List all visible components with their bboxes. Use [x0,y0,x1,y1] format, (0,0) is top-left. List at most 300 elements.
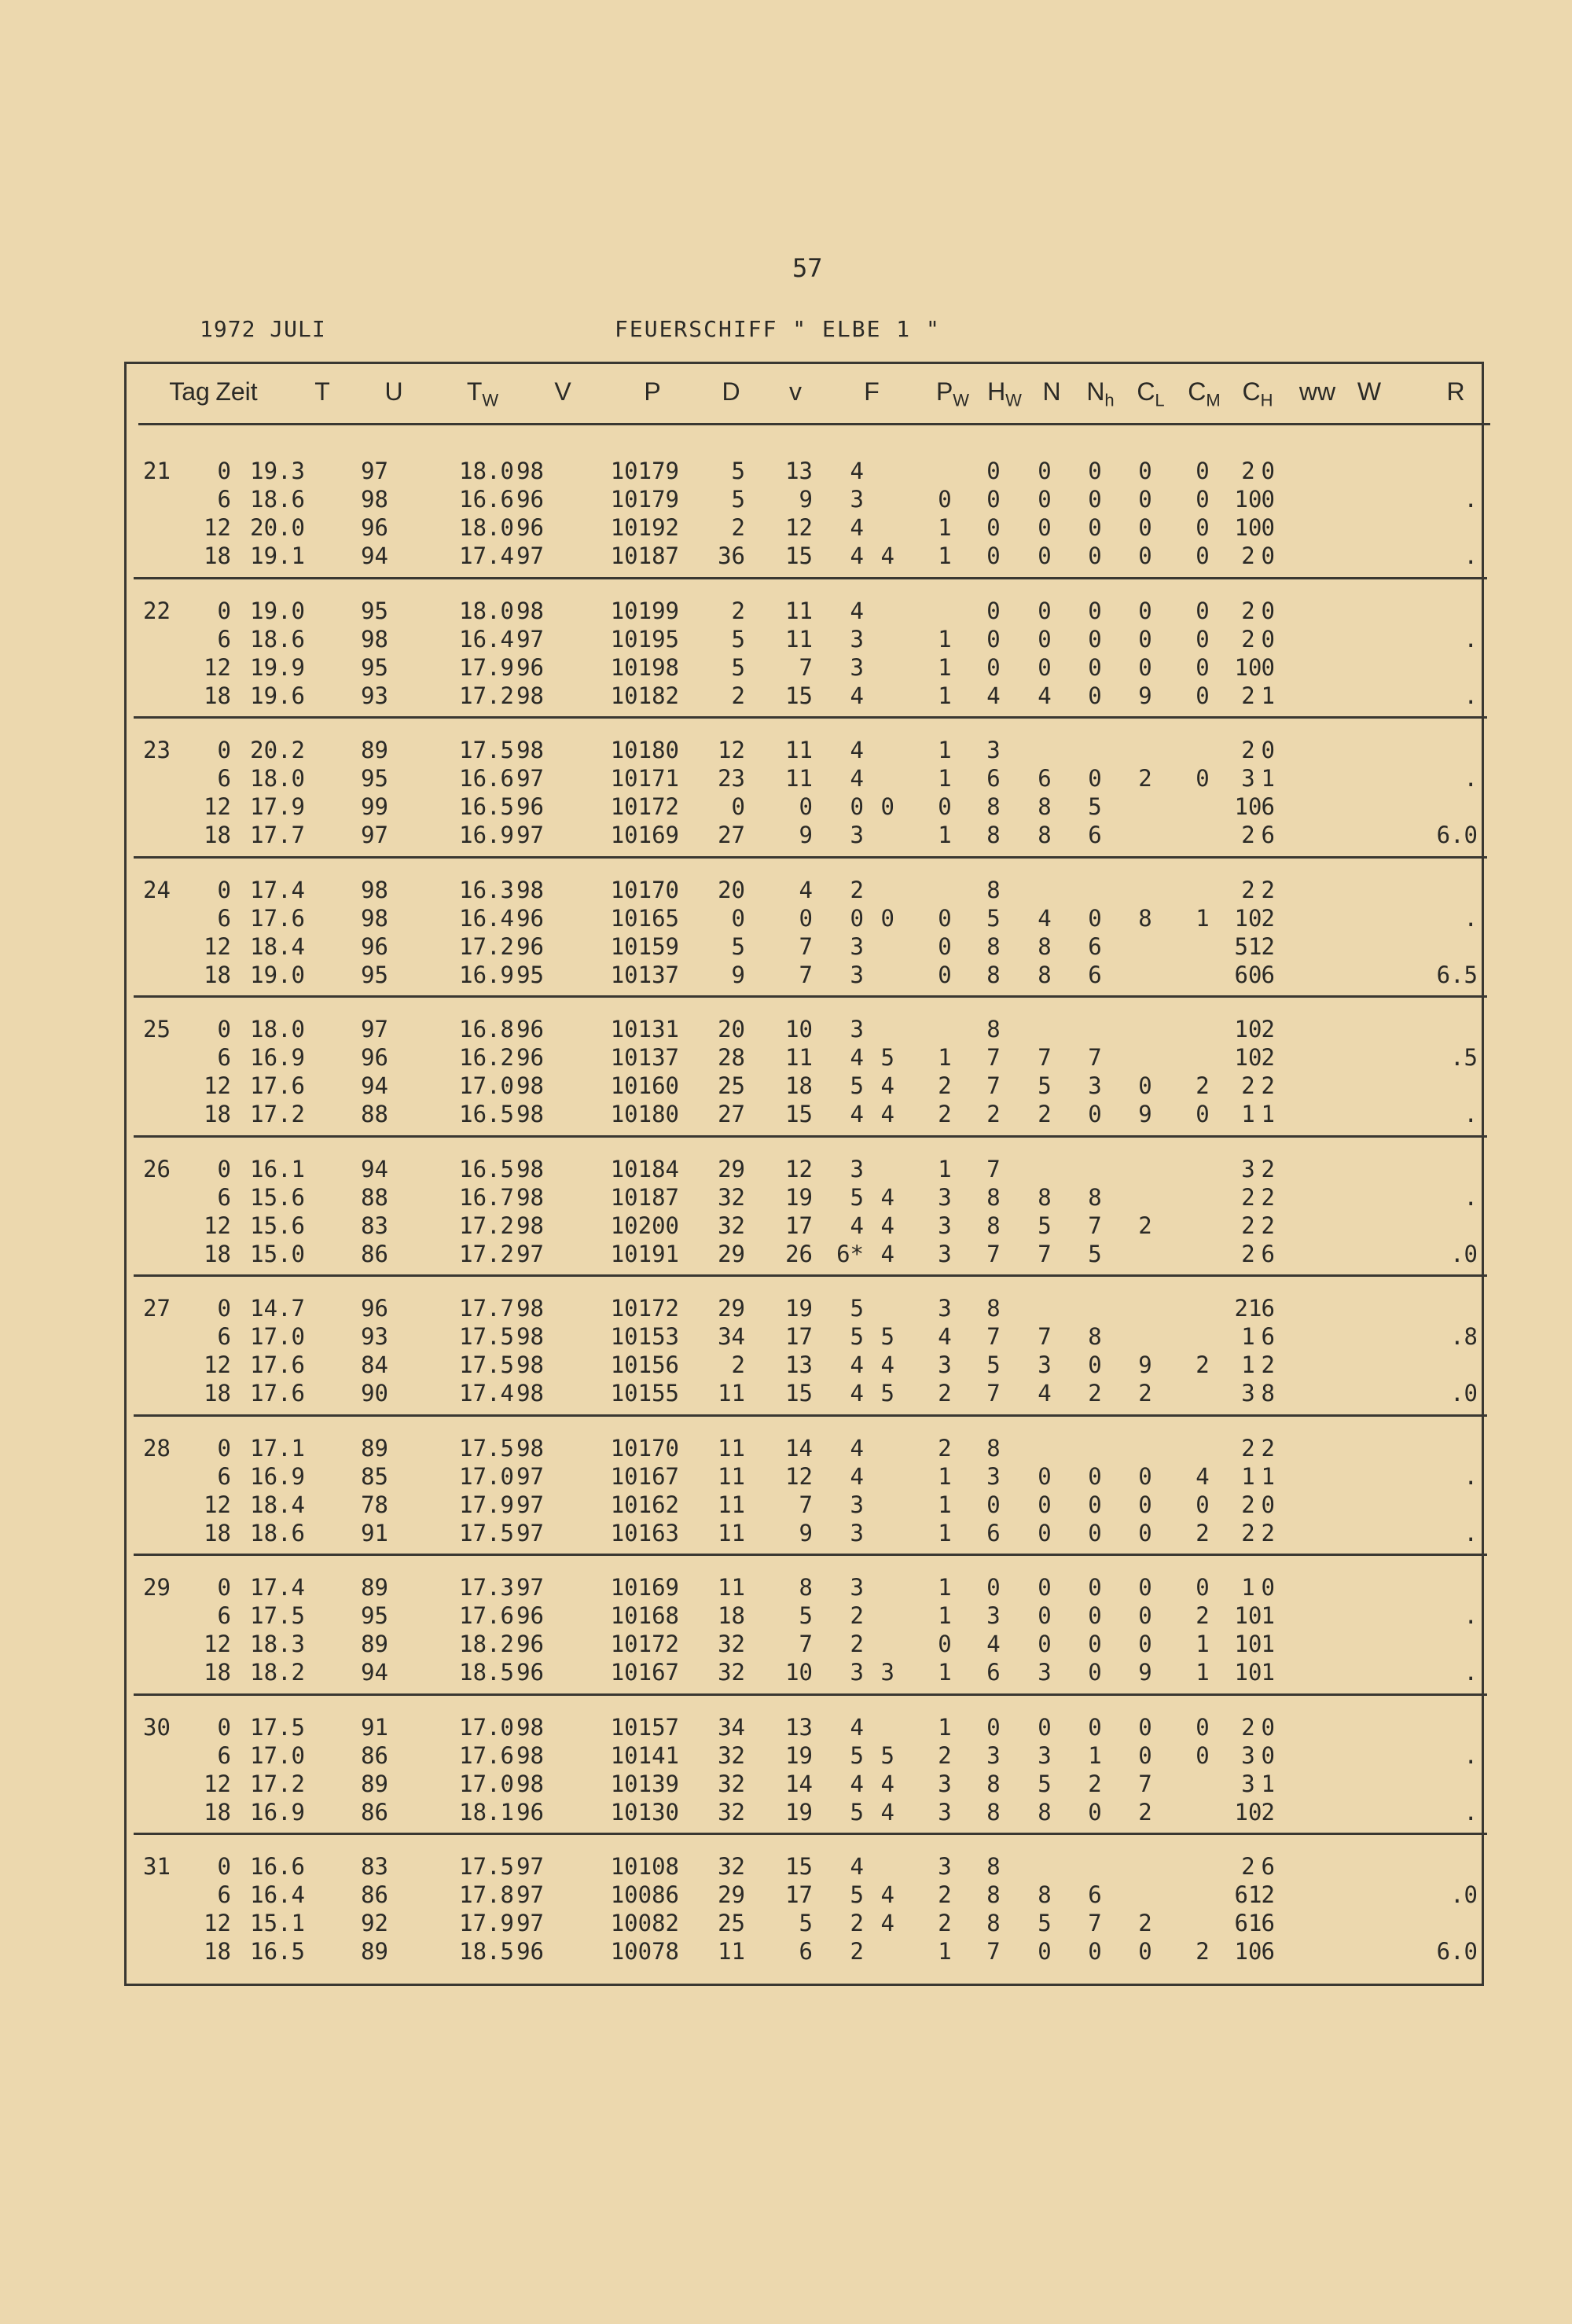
cell-ww: 10 [1234,1798,1262,1826]
cell-cm: 0 [1138,1519,1152,1546]
table-row [0,1016,1572,1042]
cell-p: 10172 [610,793,679,820]
cell-nh: 8 [1038,932,1052,960]
cell-v-upper: 97 [516,1574,544,1601]
cell-d: 12 [718,737,745,763]
cell-d: 28 [718,1044,745,1071]
cell-tw: 17.6 [459,1602,514,1629]
cell-v-lower: 4 [799,876,813,903]
cell-d: 5 [731,932,745,960]
cell-u: 88 [361,1183,388,1211]
table-row [0,1241,1572,1267]
cell-n: 7 [986,1323,1001,1350]
cell-v-upper: 96 [516,1659,544,1686]
cell-tw: 17.9 [459,1491,514,1518]
cell-tw: 16.5 [459,1101,514,1127]
cell-ch: 0 [1196,1491,1210,1518]
cell-d: 32 [718,1183,745,1211]
cell-tw: 17.4 [459,542,514,569]
cell-v-upper: 97 [516,1240,544,1267]
cell-tag: 22 [143,597,171,624]
col-r: R [1446,377,1465,406]
cell-v-lower: 7 [799,1491,813,1518]
cell-nh: 0 [1038,1462,1052,1490]
cell-d: 27 [718,822,745,848]
col-v-lower: v [789,377,802,406]
cell-r: . [1464,1519,1478,1546]
cell-w: 0 [1261,1713,1275,1741]
cell-d: 32 [718,1631,745,1657]
cell-hw: 0 [938,793,952,820]
cell-v-lower: 7 [799,653,813,681]
cell-hw: 3 [938,1212,952,1239]
cell-v-upper: 98 [516,597,544,624]
cell-p: 10167 [610,1462,679,1490]
cell-cm: 0 [1138,1462,1152,1490]
cell-cm: 0 [1138,597,1152,624]
cell-u: 89 [361,1770,388,1797]
cell-n: 7 [986,1072,1001,1099]
cell-v-lower: 15 [785,542,813,569]
cell-cl: 1 [1088,1741,1102,1769]
table-row [0,458,1572,484]
cell-p: 10157 [610,1713,679,1741]
cell-d: 11 [718,1434,745,1462]
cell-u: 89 [361,1631,388,1657]
cell-v-upper: 98 [516,1212,544,1239]
cell-p: 10086 [610,1881,679,1908]
cell-ww: 10 [1234,514,1262,541]
cell-d: 5 [731,486,745,513]
cell-zeit: 18 [204,682,231,709]
cell-w: 2 [1261,1016,1275,1042]
cell-zeit: 0 [217,1295,231,1322]
cell-hw: 1 [938,1713,952,1741]
cell-ww: 1 [1241,1101,1255,1127]
cell-p: 10192 [610,514,679,541]
cell-f: 5 [850,1741,864,1769]
cell-nh: 6 [1038,765,1052,792]
cell-n: 0 [986,1574,1001,1601]
day-separator [134,1833,1487,1835]
cell-hw: 1 [938,1574,952,1601]
cell-u: 95 [361,1602,388,1629]
cell-pw: 5 [880,1323,894,1350]
cell-hw: 1 [938,653,952,681]
cell-v-upper: 98 [516,1295,544,1322]
cell-p: 10169 [610,1574,679,1601]
table-row [0,626,1572,653]
cell-v-lower: 11 [785,765,813,792]
cell-t: 17.0 [250,1741,305,1769]
cell-f: 4 [850,737,864,763]
cell-d: 0 [731,904,745,932]
cell-nh: 0 [1038,486,1052,513]
cell-d: 32 [718,1659,745,1686]
cell-ch: 0 [1196,597,1210,624]
cell-t: 17.6 [250,1072,305,1099]
cell-d: 29 [718,1240,745,1267]
cell-pw: 4 [880,1072,894,1099]
cell-n: 0 [986,514,1001,541]
cell-t: 17.4 [250,1574,305,1601]
cell-p: 10162 [610,1491,679,1518]
cell-t: 19.0 [250,597,305,624]
cell-w: 0 [1261,1741,1275,1769]
cell-ww: 2 [1241,1491,1255,1518]
cell-v-lower: 7 [799,1631,813,1657]
cell-cl: 0 [1088,1491,1102,1518]
cell-f: 5 [850,1295,864,1322]
cell-u: 90 [361,1380,388,1407]
cell-tw: 17.8 [459,1881,514,1908]
column-header-row [138,370,1490,425]
table-row [0,1659,1572,1686]
cell-p: 10078 [610,1938,679,1965]
cell-nh: 8 [1038,1798,1052,1826]
cell-f: 3 [850,1659,864,1686]
cell-tw: 17.5 [459,1434,514,1462]
cell-p: 10187 [610,542,679,569]
cell-t: 17.0 [250,1323,305,1350]
cell-d: 9 [731,961,745,988]
cell-hw: 1 [938,1602,952,1629]
cell-t: 17.2 [250,1101,305,1127]
cell-t: 17.5 [250,1602,305,1629]
cell-u: 93 [361,682,388,709]
cell-cm: 0 [1138,1713,1152,1741]
cell-f: 3 [850,486,864,513]
cell-n: 3 [986,1462,1001,1490]
cell-d: 2 [731,514,745,541]
cell-d: 20 [718,1016,745,1042]
cell-zeit: 6 [217,904,231,932]
cell-v-upper: 98 [516,1380,544,1407]
cell-nh: 0 [1038,1631,1052,1657]
cell-v-upper: 96 [516,1798,544,1826]
cell-d: 11 [718,1462,745,1490]
cell-v-upper: 98 [516,458,544,484]
cell-zeit: 18 [204,1240,231,1267]
cell-pw: 4 [880,1351,894,1378]
table-row [0,905,1572,932]
cell-r: . [1464,1183,1478,1211]
cell-tw: 18.0 [459,514,514,541]
cell-zeit: 0 [217,1155,231,1182]
cell-t: 16.1 [250,1155,305,1182]
header-year-month: 1972 JULI [200,316,326,342]
col-w: W [1357,377,1382,406]
cell-zeit: 12 [204,653,231,681]
cell-d: 32 [718,1798,745,1826]
cell-hw: 1 [938,542,952,569]
cell-u: 95 [361,961,388,988]
cell-tw: 17.0 [459,1072,514,1099]
cell-cm: 0 [1138,1072,1152,1099]
table-row [0,1574,1572,1601]
cell-hw: 1 [938,1044,952,1071]
cell-n: 0 [986,625,1001,653]
cell-hw: 2 [938,1910,952,1936]
cell-nh: 4 [1038,904,1052,932]
cell-u: 88 [361,1101,388,1127]
cell-cl: 0 [1088,904,1102,932]
day-separator [134,1274,1487,1277]
cell-n: 5 [986,904,1001,932]
col-hw: $H_W$ [987,377,1022,410]
cell-nh: 8 [1038,1183,1052,1211]
cell-v-upper: 96 [516,514,544,541]
day-separator [134,577,1487,579]
cell-r: .0 [1450,1240,1478,1267]
cell-tw: 16.6 [459,765,514,792]
cell-v-lower: 5 [799,1910,813,1936]
cell-cl: 0 [1088,514,1102,541]
cell-n: 8 [986,793,1001,820]
cell-p: 10184 [610,1155,679,1182]
cell-pw: 4 [880,1212,894,1239]
cell-p: 10172 [610,1631,679,1657]
cell-v-upper: 98 [516,1072,544,1099]
cell-cl: 8 [1088,1323,1102,1350]
cell-w: 6 [1261,1295,1275,1322]
cell-n: 3 [986,1741,1001,1769]
cell-nh: 0 [1038,458,1052,484]
cell-n: 4 [986,682,1001,709]
cell-cm: 0 [1138,458,1152,484]
cell-f: 4 [850,514,864,541]
table-row [0,1101,1572,1127]
cell-d: 11 [718,1938,745,1965]
cell-nh: 4 [1038,682,1052,709]
cell-cl: 3 [1088,1072,1102,1099]
cell-u: 95 [361,597,388,624]
cell-pw: 5 [880,1380,894,1407]
cell-w: 6 [1261,1240,1275,1267]
cell-f: 0 [850,793,864,820]
cell-v-upper: 98 [516,682,544,709]
cell-pw: 3 [880,1659,894,1686]
cell-w: 2 [1261,1072,1275,1099]
cell-pw: 0 [880,793,894,820]
cell-zeit: 6 [217,1741,231,1769]
cell-u: 94 [361,1659,388,1686]
cell-hw: 1 [938,737,952,763]
table-row [0,1938,1572,1965]
cell-hw: 2 [938,1101,952,1127]
cell-cl: 0 [1088,765,1102,792]
cell-v-upper: 98 [516,1155,544,1182]
table-row [0,1435,1572,1462]
cell-r: . [1464,1602,1478,1629]
cell-p: 10170 [610,1434,679,1462]
day-separator [134,1135,1487,1138]
cell-cl: 0 [1088,597,1102,624]
cell-cm: 2 [1138,765,1152,792]
cell-zeit: 6 [217,1881,231,1908]
cell-hw: 1 [938,1938,952,1965]
cell-nh: 0 [1038,542,1052,569]
cell-f: 5 [850,1183,864,1211]
cell-ww: 2 [1241,1183,1255,1211]
cell-u: 98 [361,904,388,932]
cell-nh: 0 [1038,625,1052,653]
cell-nh: 0 [1038,1519,1052,1546]
cell-nh: 2 [1038,1101,1052,1127]
cell-pw: 4 [880,1183,894,1211]
cell-d: 23 [718,765,745,792]
cell-tw: 17.0 [459,1713,514,1741]
cell-f: 5 [850,1798,864,1826]
day-separator [134,1693,1487,1696]
cell-d: 5 [731,653,745,681]
cell-n: 7 [986,1380,1001,1407]
cell-p: 10155 [610,1380,679,1407]
cell-d: 25 [718,1072,745,1099]
cell-v-lower: 11 [785,597,813,624]
cell-p: 10160 [610,1072,679,1099]
cell-zeit: 18 [204,542,231,569]
cell-v-lower: 18 [785,1072,813,1099]
cell-u: 89 [361,1938,388,1965]
cell-hw: 0 [938,1631,952,1657]
cell-nh: 3 [1038,1351,1052,1378]
cell-cm: 0 [1138,542,1152,569]
cell-d: 36 [718,542,745,569]
cell-p: 10172 [610,1295,679,1322]
cell-u: 94 [361,1155,388,1182]
cell-r: .5 [1450,1044,1478,1071]
cell-f: 4 [850,765,864,792]
cell-f: 4 [850,1713,864,1741]
cell-r: . [1464,542,1478,569]
cell-zeit: 6 [217,1044,231,1071]
table-row [0,962,1572,988]
cell-hw: 1 [938,682,952,709]
cell-t: 20.0 [250,514,305,541]
table-row [0,1771,1572,1797]
cell-hw: 1 [938,1155,952,1182]
table-row [0,1491,1572,1518]
cell-w: 2 [1261,1434,1275,1462]
cell-v-upper: 96 [516,904,544,932]
cell-w: 0 [1261,486,1275,513]
cell-zeit: 6 [217,625,231,653]
cell-tw: 16.4 [459,904,514,932]
table-row [0,654,1572,681]
cell-v-upper: 97 [516,765,544,792]
cell-cl: 2 [1088,1770,1102,1797]
cell-r: . [1464,1462,1478,1490]
cell-d: 27 [718,1101,745,1127]
cell-n: 2 [986,1101,1001,1127]
cell-tag: 29 [143,1574,171,1601]
cell-v-upper: 97 [516,1853,544,1880]
cell-zeit: 18 [204,1938,231,1965]
cell-n: 3 [986,1602,1001,1629]
table-row [0,877,1572,903]
cell-t: 18.2 [250,1659,305,1686]
cell-nh: 0 [1038,1938,1052,1965]
cell-pw: 0 [880,904,894,932]
cell-d: 2 [731,597,745,624]
cell-n: 0 [986,486,1001,513]
cell-hw: 4 [938,1323,952,1350]
cell-v-upper: 95 [516,961,544,988]
cell-cl: 0 [1088,1462,1102,1490]
cell-ww: 10 [1234,904,1262,932]
cell-w: 6 [1261,1323,1275,1350]
cell-tw: 18.2 [459,1631,514,1657]
cell-w: 1 [1261,765,1275,792]
cell-ch: 1 [1196,1631,1210,1657]
cell-cm: 2 [1138,1798,1152,1826]
cell-v-upper: 96 [516,486,544,513]
table-row [0,1881,1572,1908]
cell-cl: 6 [1088,932,1102,960]
cell-v-upper: 96 [516,1016,544,1042]
cell-n: 8 [986,1295,1001,1322]
cell-f: 4 [850,1380,864,1407]
cell-ch: 0 [1196,486,1210,513]
cell-p: 10130 [610,1798,679,1826]
col-tw: $T_W$ [466,377,499,410]
cell-cl: 6 [1088,1881,1102,1908]
cell-v-upper: 98 [516,1101,544,1127]
cell-pw: 4 [880,542,894,569]
cell-cl: 6 [1088,961,1102,988]
cell-v-upper: 98 [516,1183,544,1211]
cell-ww: 61 [1234,1910,1262,1936]
cell-t: 15.6 [250,1183,305,1211]
cell-p: 10182 [610,682,679,709]
cell-t: 17.6 [250,1380,305,1407]
cell-zeit: 6 [217,1183,231,1211]
cell-p: 10082 [610,1910,679,1936]
cell-ww: 1 [1241,1351,1255,1378]
cell-f: 4 [850,1462,864,1490]
cell-f: 0 [850,904,864,932]
cell-r: . [1464,625,1478,653]
cell-nh: 0 [1038,1713,1052,1741]
cell-tw: 17.7 [459,1295,514,1322]
cell-ww: 2 [1241,822,1255,848]
cell-w: 2 [1261,1155,1275,1182]
cell-ww: 10 [1234,793,1262,820]
cell-zeit: 18 [204,1101,231,1127]
col-ww: ww [1298,377,1336,406]
cell-ww: 2 [1241,1072,1255,1099]
cell-w: 0 [1261,458,1275,484]
cell-nh: 0 [1038,653,1052,681]
cell-nh: 0 [1038,597,1052,624]
cell-ww: 2 [1241,597,1255,624]
cell-u: 86 [361,1881,388,1908]
cell-zeit: 0 [217,1853,231,1880]
cell-v-upper: 98 [516,1741,544,1769]
cell-f: 3 [850,1574,864,1601]
cell-hw: 3 [938,1295,952,1322]
cell-w: 0 [1261,514,1275,541]
cell-w: 1 [1261,682,1275,709]
cell-ww: 10 [1234,486,1262,513]
cell-w: 1 [1261,1770,1275,1797]
col-v-upper: V [554,377,571,406]
col-nh: $N_h$ [1086,377,1115,410]
cell-nh: 3 [1038,1659,1052,1686]
cell-v-lower: 15 [785,1380,813,1407]
cell-w: 0 [1261,625,1275,653]
